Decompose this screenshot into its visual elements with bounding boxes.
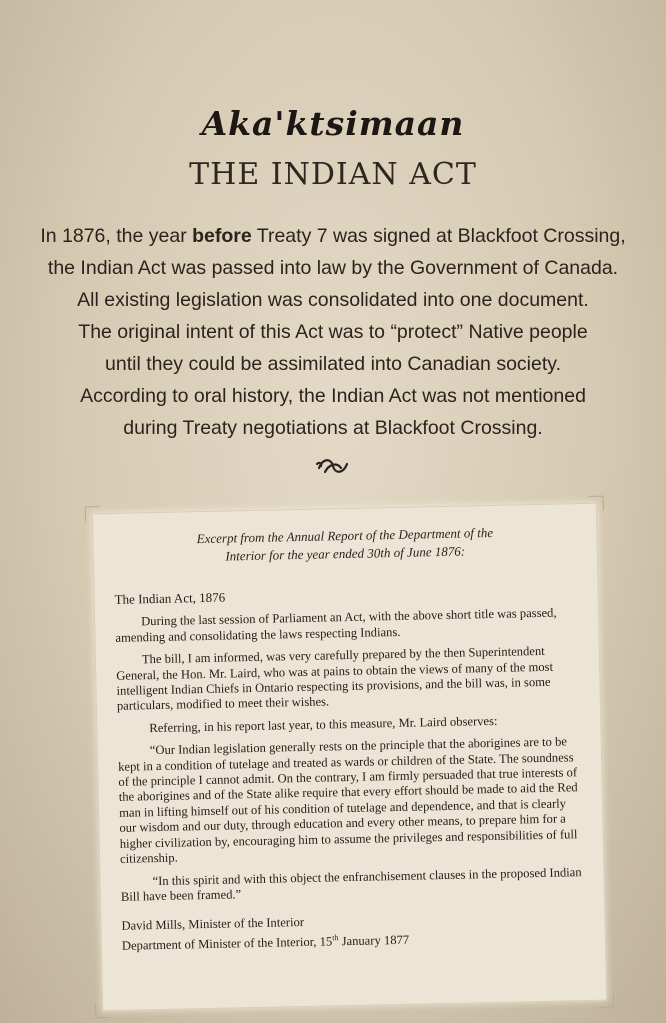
page-title: THE INDIAN ACT [189, 157, 477, 192]
corner-ornament [85, 506, 100, 521]
intro-line: In 1876, the year before Treaty 7 was signed at Blackfoot Crossing, [40, 225, 626, 247]
intro-line: The original intent of this Act was to “protect” Native people [78, 321, 588, 343]
corner-ornament [599, 993, 614, 1008]
excerpt-paragraph: During the last session of Parliament an Act, with the above short title was passed, amending and consolidating the laws respecting Indians. [115, 606, 557, 645]
intro-line: until they could be assimilated into Canadian society. [105, 353, 561, 375]
intro-line: the Indian Act was passed into law by the Government of Canada. [47, 257, 619, 279]
excerpt-header: Excerpt from the Annual Report of the Department of the Interior for the year ended 30th of June 1876: [196, 524, 494, 564]
scroll-flourish-icon [313, 452, 353, 480]
signature-block [121, 909, 584, 954]
excerpt-paragraph: The bill, I am informed, was very carefully prepared by the then Superintendent General, the Hon. Mr. Laird, who was at pains to obtain the views of many of the most intelligent Indian Chiefs in Ontario respecting its provisions, and the bill was, in some particulars, modified to meet their wishes. [116, 644, 554, 714]
signature-name: David Mills, Minister of the Interior [121, 915, 305, 934]
excerpt-quote: “Our Indian legislation generally rests on the principle that the aborigines are to be kept in a condition of tutelage and treated as wards or children of the State. The soundness of the principle I cannot admit. On the contrary, I am firmly persuaded that true interests of the aborigines and of the State alike require that every effort should be made to aid the Red man in lifting himself out of his condition of tutelage and dependence, and that is clearly our wisdom and our duty, through education and every other means, to prepare him for a higher civilization by, encouraging him to assume the privileges and responsibilities of full citizenship. [118, 734, 578, 866]
corner-ornament [95, 1003, 110, 1018]
corner-ornament [589, 496, 604, 511]
report-excerpt-card [92, 503, 607, 1011]
intro-paragraph [30, 220, 636, 444]
excerpt-paragraph: Referring, in his report last year, to this measure, Mr. Laird observes: [149, 713, 498, 736]
excerpt-body [114, 582, 584, 961]
intro-line: According to oral history, the Indian Act was not mentioned [80, 385, 586, 407]
excerpt-quote: “In this spirit and with this object the enfranchisement clauses in the proposed Indian Bill have been framed.” [120, 864, 582, 904]
signature-dept: Department of Minister of the Interior, 15th January 1877 [121, 932, 410, 953]
intro-line: during Treaty negotiations at Blackfoot Crossing. [123, 417, 543, 439]
intro-line: All existing legislation was consolidated into one document. [77, 289, 589, 311]
intro-emphasis: before [192, 225, 252, 247]
excerpt-heading: The Indian Act, 1876 [114, 589, 226, 607]
blackfoot-title: Aka'ktsimaan [201, 104, 465, 143]
